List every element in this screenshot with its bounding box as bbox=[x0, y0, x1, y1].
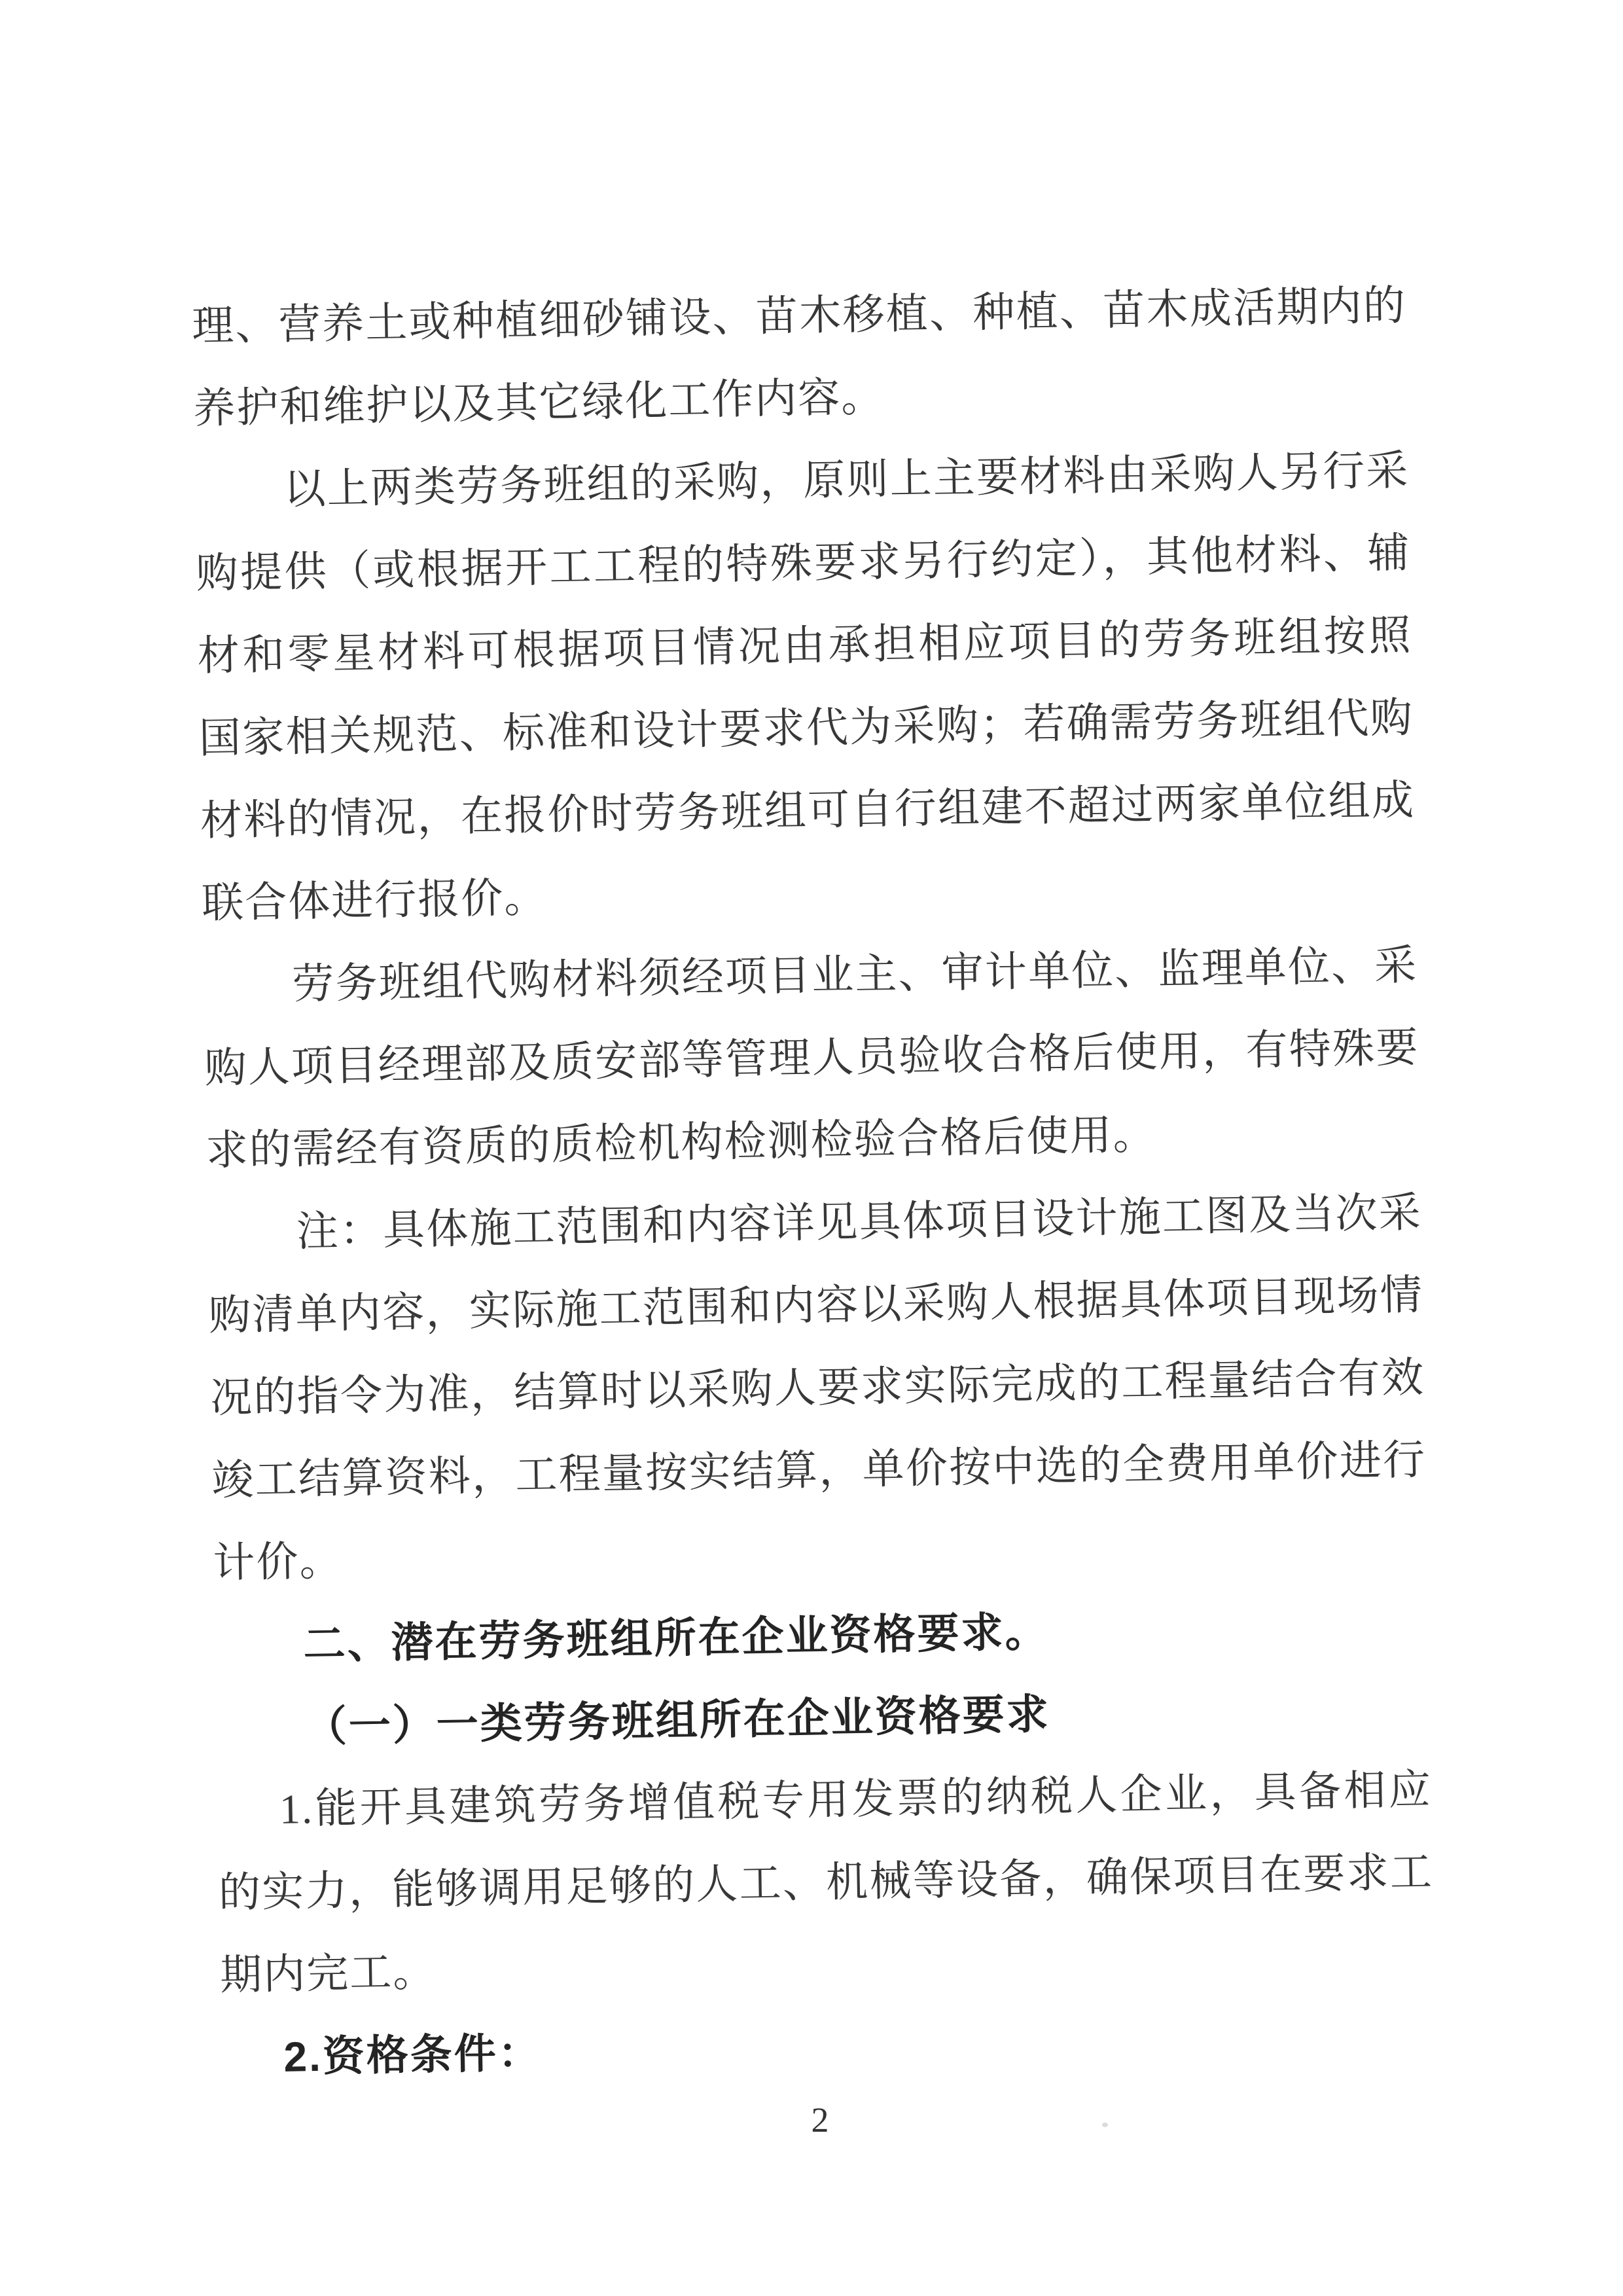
body-line-11: 求的需经有资质的质检机构检测检验合格后使用。 bbox=[205, 1111, 1157, 1174]
subsection-heading: （一）一类劳务班组所在企业资格要求 bbox=[304, 1690, 1051, 1751]
note-line-16: 计价。 bbox=[212, 1537, 344, 1587]
body-line-10: 购人项目经理部及质安部等管理人员验收合格后使用，有特殊要 bbox=[204, 1024, 1419, 1092]
section-heading: 二、潜在劳务班组所在企业资格要求。 bbox=[303, 1607, 1050, 1668]
note-line-12: 注：具体施工范围和内容详见具体项目设计施工图及当次采 bbox=[296, 1189, 1423, 1255]
body-line-04: 购提供（或根据开工工程的特殊要求另行约定），其他材料、辅 bbox=[196, 529, 1412, 597]
qualification-heading: 2.资格条件： bbox=[283, 2029, 543, 2081]
page-number: 2 bbox=[811, 2100, 829, 2140]
item-line-19: 1.能开具建筑劳务增值税专用发票的纳税人企业，具备相应 bbox=[279, 1766, 1433, 1833]
note-line-14: 况的指令为准，结算时以采购人要求实际完成的工程量结合有效 bbox=[209, 1354, 1425, 1422]
body-line-07: 材料的情况，在报价时劳务班组可自行组建不超过两家单位组成 bbox=[200, 777, 1416, 844]
body-line-08: 联合体进行报价。 bbox=[201, 874, 548, 927]
body-line-09: 劳务班组代购材料须经项目业主、审计单位、监理单位、采 bbox=[291, 941, 1418, 1008]
document-body bbox=[191, 264, 1436, 2099]
body-line-06: 国家相关规范、标准和设计要求代为采购；若确需劳务班组代购 bbox=[198, 694, 1414, 762]
scan-artifact bbox=[1102, 2123, 1108, 2127]
item-line-21: 期内完工。 bbox=[219, 1948, 437, 1999]
item-line-20: 的实力，能够调用足够的人工、机械等设备，确保项目在要求工 bbox=[218, 1848, 1434, 1916]
body-line-01: 理、营养土或种植细砂铺设、苗木移植、种植、苗木成活期内的 bbox=[191, 282, 1407, 350]
body-line-02: 养护和维护以及其它绿化工作内容。 bbox=[192, 373, 885, 432]
body-line-05: 材和零星材料可根据项目情况由承担相应项目的劳务班组按照 bbox=[197, 612, 1413, 679]
body-line-03: 以上两类劳务班组的采购，原则上主要材料由采购人另行采 bbox=[283, 447, 1410, 513]
note-line-13: 购清单内容，实际施工范围和内容以采购人根据具体项目现场情 bbox=[208, 1271, 1424, 1339]
note-line-15: 竣工结算资料，工程量按实结算，单价按中选的全费用单价进行 bbox=[211, 1436, 1427, 1504]
